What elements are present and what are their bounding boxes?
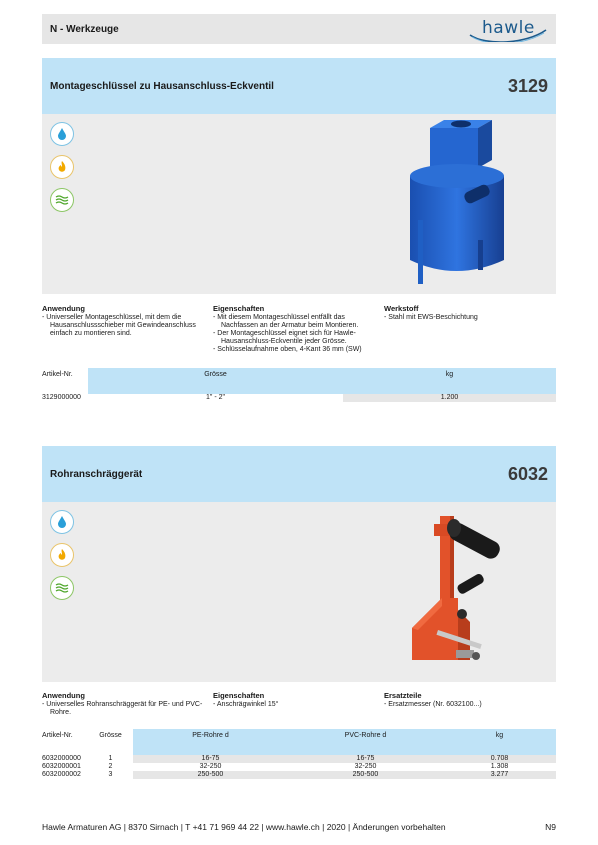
application-heading: Anwendung bbox=[42, 304, 85, 313]
water-drop-icon bbox=[50, 510, 74, 534]
property-item: - Schlüsselaufnahme oben, 4-Kant 36 mm (SW) bbox=[213, 346, 378, 354]
product-header bbox=[42, 446, 556, 502]
waves-icon bbox=[50, 576, 74, 600]
application-heading: Anwendung bbox=[42, 691, 85, 700]
article-number-cell: 3129000000 bbox=[42, 394, 81, 401]
page-footer bbox=[42, 822, 556, 832]
chamfering-tool-image bbox=[398, 510, 548, 680]
product-title: Rohranschräggerät bbox=[50, 468, 143, 480]
weight-cell: 1.200 bbox=[343, 394, 556, 402]
column-header: PVC-Rohre d bbox=[288, 729, 443, 755]
spare-part-item: - Ersatzmesser (Nr. 6032100...) bbox=[384, 701, 549, 709]
product-section-3129 bbox=[42, 58, 556, 294]
page-header bbox=[42, 14, 556, 44]
product-number: 6032 bbox=[507, 463, 548, 484]
article-table-3129 bbox=[42, 368, 556, 402]
footer-company-info: Hawle Armaturen AG | 8370 Sirnach | T +41 71 969 44 22 | www.hawle.ch | 2020 | Änderungen vorbehalten bbox=[42, 822, 446, 832]
column-header: PE-Rohre d bbox=[133, 729, 288, 755]
column-header: kg bbox=[443, 729, 556, 755]
pvc-pipe-cell: 250-500 bbox=[288, 771, 443, 779]
pe-pipe-cell: 250-500 bbox=[133, 771, 288, 779]
table-row bbox=[42, 755, 556, 763]
column-header: Grösse bbox=[88, 729, 133, 755]
product-image-area bbox=[42, 502, 556, 682]
flame-icon bbox=[50, 543, 74, 567]
application-column bbox=[42, 692, 207, 717]
application-item: - Universelles Rohranschräggerät für PE- und PVC-Rohre. bbox=[42, 701, 207, 717]
properties-column bbox=[213, 305, 378, 354]
column-header: kg bbox=[343, 368, 556, 394]
size-cell: 1" - 2" bbox=[206, 394, 225, 401]
properties-column bbox=[213, 692, 378, 709]
material-column bbox=[384, 305, 549, 322]
flame-icon bbox=[50, 155, 74, 179]
size-cell: 1 bbox=[108, 755, 113, 762]
material-item: - Stahl mit EWS-Beschichtung bbox=[384, 314, 549, 322]
size-cell: 3 bbox=[108, 771, 113, 778]
product-image-area bbox=[42, 114, 556, 294]
article-number-cell: 6032000000 bbox=[42, 755, 81, 762]
property-item: - Mit diesem Montageschlüssel entfällt das Nachfassen an der Armatur beim Montieren. bbox=[213, 314, 378, 330]
product-header bbox=[42, 58, 556, 114]
article-number-cell: 6032000001 bbox=[42, 763, 81, 770]
material-heading: Werkstoff bbox=[384, 304, 419, 313]
weight-cell: 1.308 bbox=[490, 763, 509, 770]
pvc-pipe-cell: 16-75 bbox=[288, 755, 443, 763]
pe-pipe-cell: 32-250 bbox=[199, 763, 222, 770]
category-label: N - Werkzeuge bbox=[50, 23, 119, 35]
weight-cell: 3.277 bbox=[443, 771, 556, 779]
socket-wrench-image bbox=[404, 120, 514, 290]
product-section-6032 bbox=[42, 446, 556, 682]
property-item: - Anschrägwinkel 15° bbox=[213, 701, 378, 709]
spare-parts-column bbox=[384, 692, 549, 709]
column-header: Artikel-Nr. bbox=[42, 729, 88, 755]
properties-heading: Eigenschaften bbox=[213, 691, 265, 700]
properties-heading: Eigenschaften bbox=[213, 304, 265, 313]
hawle-logo: hawle bbox=[466, 16, 548, 42]
water-drop-icon bbox=[50, 122, 74, 146]
size-cell: 2 bbox=[108, 763, 113, 770]
product-title: Montageschlüssel zu Hausanschluss-Eckventil bbox=[50, 80, 274, 92]
table-row bbox=[42, 394, 556, 402]
article-table-6032 bbox=[42, 729, 556, 779]
application-item: - Universeller Montageschlüssel, mit dem die Hausanschlussschieber mit Gewindeanschluss einfach zu montieren sind. bbox=[42, 314, 207, 338]
application-column bbox=[42, 305, 207, 338]
page-number: N9 bbox=[545, 822, 556, 832]
table-row bbox=[42, 763, 556, 771]
pe-pipe-cell: 16-75 bbox=[133, 755, 288, 763]
column-header: Artikel-Nr. bbox=[42, 368, 88, 394]
property-item: - Der Montageschlüssel eignet sich für Hawle-Hausanschluss-Eckventile jeder Grösse. bbox=[213, 330, 378, 346]
article-number-cell: 6032000002 bbox=[42, 771, 81, 778]
spare-parts-heading: Ersatzteile bbox=[384, 691, 422, 700]
column-header: Grösse bbox=[88, 368, 343, 394]
weight-cell: 0.708 bbox=[443, 755, 556, 763]
product-number: 3129 bbox=[507, 75, 548, 96]
product-info-3129 bbox=[42, 305, 556, 365]
pvc-pipe-cell: 32-250 bbox=[354, 763, 377, 770]
waves-icon bbox=[50, 188, 74, 212]
table-row bbox=[42, 771, 556, 779]
